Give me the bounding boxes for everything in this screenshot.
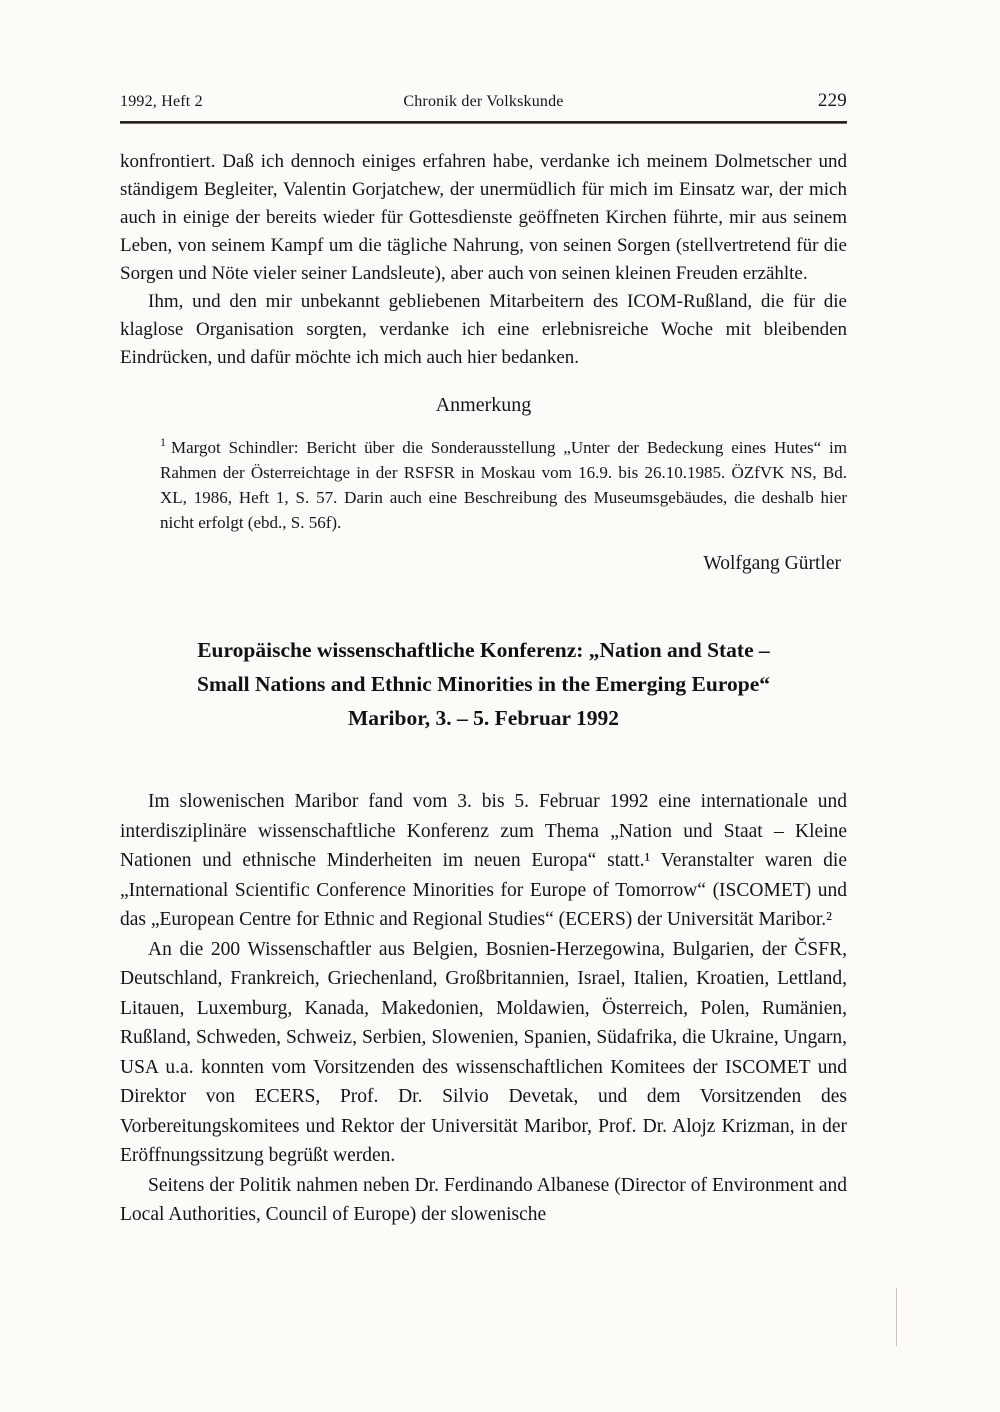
article-conference-report [120, 633, 847, 1230]
paragraph: Seitens der Politik nahmen neben Dr. Ferdinando Albanese (Director of Environment and Local Authorities, Council of Europe) der slowenische [120, 1174, 847, 1225]
paragraph: Ihm, und den mir unbekannt gebliebenen Mitarbeitern des ICOM-Rußland, die für die klaglose Organisation sorgten, verdanke ich eine erlebnisreiche Woche mit bleibenden Eindrücken, und dafür möchte ich mich auch hier bedanken. [120, 291, 847, 368]
header-page-number: 229 [817, 90, 847, 111]
footnote [160, 435, 847, 535]
page-content [120, 90, 847, 1230]
header-issue: 1992, Heft 2 [120, 93, 203, 110]
paragraph: konfrontiert. Daß ich dennoch einiges erfahren habe, verdanke ich meinem Dolmetscher und ständigem Begleiter, Valentin Gorjatchew, der unermüdlich für mich im Einsatz war, der mich auch in einige der bereits wieder für Gottesdienste geöffneten Kirchen führte, mir aus seinem Leben, von seinem Kampf um die tägliche Nahrung, von seinen Sorgen (stellvertretend für die Sorgen und Nöte vieler seiner Landsleute), aber auch von seinen kleinen Freuden erzählte. [120, 151, 847, 284]
running-header [120, 90, 847, 121]
paragraph: An die 200 Wissenschaftler aus Belgien, Bosnien-Herzegowina, Bulgarien, der ČSFR, Deutschland, Frankreich, Griechenland, Großbritannien, Israel, Italien, Kroatien, Lettland, Litauen, Luxemburg, Kanada, Makedonien, Moldawien, Österreich, Polen, Rumänien, Rußland, Schweden, Schweiz, Serbien, Slowenien, Spanien, Südafrika, die Ukraine, Ungarn, USA u.a. konnten vom Vorsitzenden des wissenschaftlichen Komitees der ISCOMET und Direktor von ECERS, Prof. Dr. Silvio Devetak, und dem Vorsitzenden des Vorbereitungskomitees und Rektor der Universität Maribor, Prof. Dr. Alojz Krizman, in der Eröffnungssitzung begrüßt werden. [120, 938, 847, 1166]
author-signature: Wolfgang Gürtler [703, 553, 841, 574]
scan-artifact-line [896, 1288, 897, 1346]
title-line: Maribor, 3. – 5. Februar 1992 [347, 706, 620, 730]
footnote-text: Margot Schindler: Bericht über die Sonderausstellung „Unter der Bedeckung eines Hutes“ im Rahmen der Österreichtage in der RSFSR in Moskau vom 16.9. bis 26.10.1985. ÖZfVK NS, Bd. XL, 1986, Heft 1, S. 57. Darin auch eine Beschreibung des Museumsgebäudes, die deshalb hier nicht erfolgt (ebd., S. 56f). [160, 438, 847, 532]
footnote-marker: 1 [160, 435, 166, 450]
footnotes-heading: Anmerkung [435, 394, 532, 416]
article-chronik-report [120, 148, 847, 575]
title-line: Small Nations and Ethnic Minorities in the Emerging Europe“ [197, 672, 770, 696]
article-title [120, 633, 847, 735]
title-line: Europäische wissenschaftliche Konferenz: „Nation and State – [197, 638, 770, 662]
header-journal-title: Chronik der Volkskunde [403, 93, 564, 110]
paragraph: Im slowenischen Maribor fand vom 3. bis 5. Februar 1992 eine internationale und interdisziplinäre wissenschaftliche Konferenz zum Thema „Nation und Staat – Kleine Nationen und ethnische Minderheiten im neuen Europa“ statt.¹ Veranstalter waren die „International Scientific Conference Minorities for Europe of Tomorrow“ (ISCOMET) und das „European Centre for Ethnic and Regional Studies“ (ECERS) der Universität Maribor.² [120, 791, 847, 930]
header-rule [120, 121, 847, 124]
